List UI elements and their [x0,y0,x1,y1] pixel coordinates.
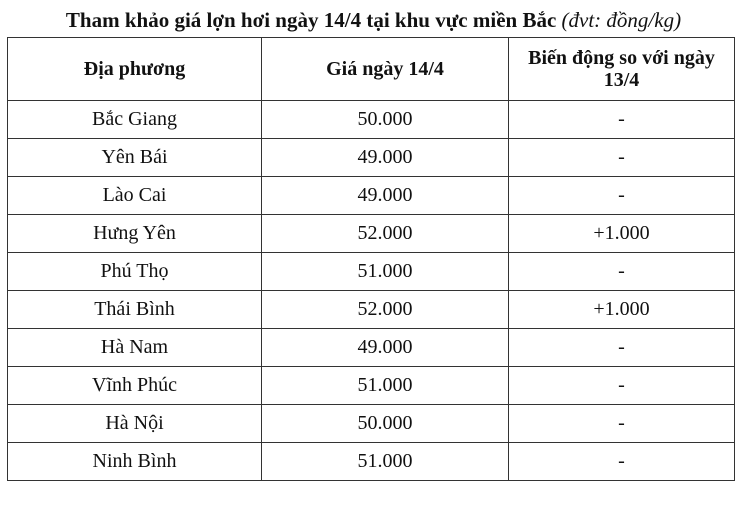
cell-price: 49.000 [262,177,509,215]
cell-change: +1.000 [509,215,735,253]
cell-price: 52.000 [262,291,509,329]
cell-change: - [509,253,735,291]
cell-price: 51.000 [262,443,509,481]
cell-price: 49.000 [262,139,509,177]
header-change: Biến động so với ngày 13/4 [509,38,735,101]
header-row [8,38,735,101]
cell-change: +1.000 [509,291,735,329]
cell-region: Hà Nam [8,329,262,367]
header-region: Địa phương [8,38,262,101]
table-row [8,215,735,253]
price-table [7,37,735,481]
page-title [0,8,747,33]
cell-change: - [509,405,735,443]
cell-region: Ninh Bình [8,443,262,481]
table-row [8,139,735,177]
table-row [8,253,735,291]
cell-price: 50.000 [262,101,509,139]
table-row [8,329,735,367]
table-row [8,405,735,443]
cell-region: Bắc Giang [8,101,262,139]
cell-price: 49.000 [262,329,509,367]
cell-region: Vĩnh Phúc [8,367,262,405]
cell-region: Hưng Yên [8,215,262,253]
cell-change: - [509,139,735,177]
cell-price: 51.000 [262,253,509,291]
cell-region: Hà Nội [8,405,262,443]
title-text: Tham khảo giá lợn hơi ngày 14/4 tại khu vực miền Bắc [65,8,557,32]
cell-change: - [509,177,735,215]
title-unit: (đvt: đồng/kg) [561,8,682,32]
cell-price: 52.000 [262,215,509,253]
cell-region: Lào Cai [8,177,262,215]
cell-change: - [509,367,735,405]
header-price: Giá ngày 14/4 [262,38,509,101]
cell-change: - [509,329,735,367]
table-row [8,177,735,215]
table-row [8,101,735,139]
cell-region: Yên Bái [8,139,262,177]
cell-change: - [509,443,735,481]
table-row [8,367,735,405]
cell-region: Phú Thọ [8,253,262,291]
table-row [8,443,735,481]
cell-region: Thái Bình [8,291,262,329]
cell-price: 51.000 [262,367,509,405]
table-row [8,291,735,329]
cell-change: - [509,101,735,139]
cell-price: 50.000 [262,405,509,443]
